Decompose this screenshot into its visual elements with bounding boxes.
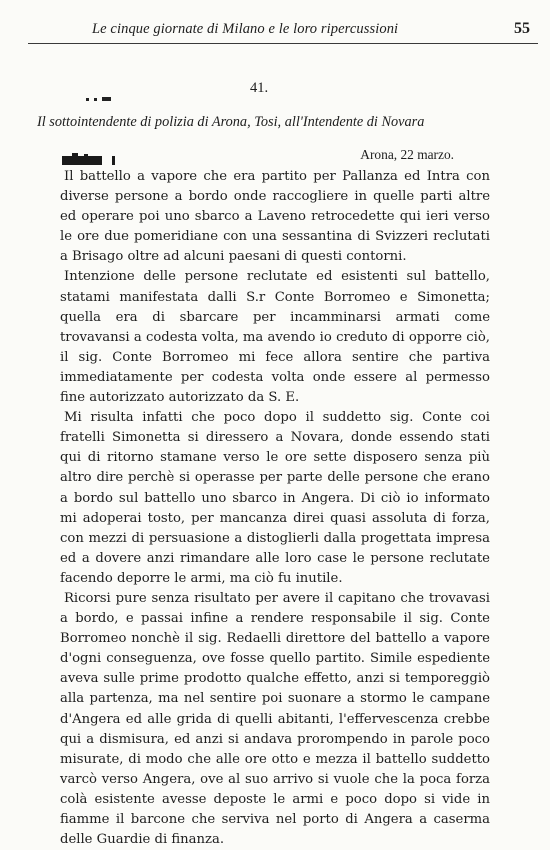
running-title: Le cinque giornate di Milano e le loro ripercussioni	[92, 21, 399, 37]
paragraph: Mi risulta infatti che poco dopo il suddetto sig. Conte coi fratelli Simonetta si diressero a Novara, donde essendo stati qui di ritorno stamane verso le ore sette disposero senza più altro dire perchè si operasse per parte delle persone che erano a bordo sul battello uno sbarco in Angera. Di ciò io informato mi adoperai tosto, per mancanza direi quasi assoluta di forza, con mezzi di persuasione a distoglierli dalla progettata impresa ed a dovere anzi rimandare alle loro case le persone reclutate facendo deporre le armi, ma ciò fu inutile.	[60, 410, 490, 586]
ink-blot-mark	[62, 152, 120, 166]
document-number: 41.	[250, 80, 269, 96]
paragraph: Intenzione delle persone reclutate ed esistenti sul battello, statami manifestata dalli S.r Conte Borromeo e Simonetta; quella era di sbarcare per incamminarsi armati come trovavansi a codesta volta, ma avendo io creduto di opporre ciò, il sig. Conte Borromeo mi fece allora sentire che partiva immediatamente per codesta volta onde essere al permesso fine autorizzato autorizzato da S. E.	[60, 269, 490, 406]
running-header	[0, 18, 550, 40]
letter-body	[60, 167, 490, 850]
header-rule	[28, 43, 538, 44]
paragraph: Ricorsi pure senza risultato per avere il capitano che trovavasi a bordo, e passai infine a rendere responsabile il sig. Conte Borromeo nonchè il sig. Redaelli direttore del battello a vapore d'ogni conseguenza, ove fosse quello partito. Simile espediente aveva sulle prime prodotto qualche effetto, anzi si temporeggiò alla partenza, ma nel sentire poi suonare a stormo le campane d'Angera ed alle grida di quelli abitanti, l'effervescenza crebbe qui a dismisura, ed anzi si andava prorompendo in parole poco misurate, di modo che alle ore otto e mezza il battello suddetto varcò verso Angera, ove al suo arrivo si vuole che la poca forza colà esistente avesse deposte le armi e poco dopo si vide in fiamme il barcone che serviva nel porto di Angera a caserma delle Guardie di finanza.	[60, 590, 490, 848]
paragraph: Il battello a vapore che era partito per Pallanza ed Intra con diverse persone a bordo onde raccogliere in quelle parti altre ed operare poi uno sbarco a Laveno retrocedette qui ieri verso le ore due pomeridiane con una sessantina di Svizzeri reclutati a Brisago oltre ad alcuni paesani di questi contorni.	[60, 169, 490, 265]
place-date: Arona, 22 marzo.	[360, 147, 454, 162]
document-heading: Il sottointendente di polizia di Arona, Tosi, all'Intendente di Novara	[37, 114, 425, 130]
ink-blot-mark	[86, 97, 112, 102]
page-number: 55	[514, 20, 530, 37]
